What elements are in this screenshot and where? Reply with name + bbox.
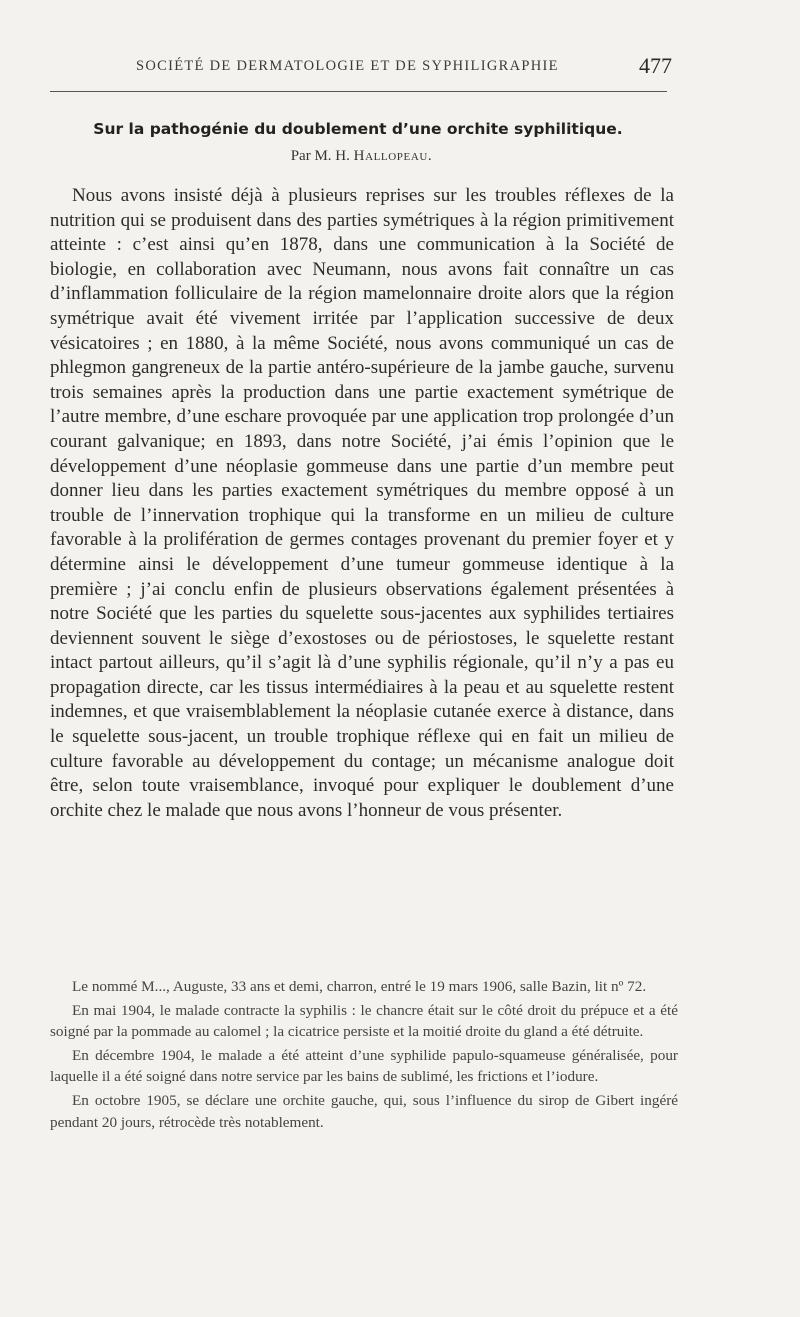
header-rule <box>50 91 667 92</box>
case-paragraph: En décembre 1904, le malade a été atteint d’une syphilide papulo-squameuse généralisée, pour laquelle il a été soigné dans notre service par les bains de sublimé, les frictions et l’iodure. <box>50 1047 678 1086</box>
article-title: Sur la pathogénie du doublement d’une orchite syphilitique. <box>93 120 623 138</box>
case-paragraph: En mai 1904, le malade contracte la syphilis : le chancre était sur le côté droit du prépuce et a été soigné par la pommade au calomel ; la cicatrice persiste et la moitié droite du gland a été détruite. <box>50 1002 678 1041</box>
case-paragraph: Le nommé M..., Auguste, 33 ans et demi, charron, entré le 19 mars 1906, salle Bazin, lit nº 72. <box>72 978 647 995</box>
author-name: Hallopeau. <box>353 148 433 164</box>
body-paragraph: Nous avons insisté déjà à plusieurs reprises sur les troubles réflexes de la nutrition qui se produisent dans des parties symétriques à la région primitivement atteinte : c’est ainsi qu’en 1878, dans une communication à la Société de biologie, en collaboration avec Neumann, nous avons fait connaître un cas d’inflammation folliculaire de la région mamelonnaire droite alors que la région symétrique avait été vivement irritée par l’application successive de deux vésicatoires ; en 1880, à la même Société, nous avons communiqué un cas de phlegmon gangreneux de la partie antéro-supérieure de la jambe gauche, survenu trois semaines après la production dans une partie exactement symétrique de l’autre membre, d’une eschare provoquée par une application trop prolongée d’un courant galvanique; en 1893, dans notre Société, j’ai émis l’opinion que le développement d’une néoplasie gommeuse dans une partie d’un membre peut donner lieu dans les parties exactement symétriques du membre opposé à un trouble de l’innervation trophique qui la transforme en un milieu de culture favorable à la prolifération de germes contages provenant du premier foyer et y détermine ainsi le développement d’une tumeur gommeuse identique à la première ; j’ai conclu enfin de plusieurs observations également présentées à notre Société que les parties du squelette sous-jacentes aux syphilides tertiaires deviennent souvent le siège d’exostoses ou de périostoses, le squelette restant intact partout ailleurs, qu’il s’agit là d’une syphilis régionale, qu’il n’y a pas eu propagation directe, car les tissus intermédiaires à la peau et au squelette restent indemnes, et que vraisemblablement la néoplasie cutanée exerce à distance, dans le squelette sous-jacent, un trouble trophique réflexe qui en fait un milieu de culture favorable au développement du contage; un mécanisme analogue doit être, selon toute vraisemblance, invoqué pour expliquer le doublement d’une orchite chez le malade que nous avons l’honneur de vous présenter. <box>50 185 674 821</box>
page-number: 477 <box>639 53 672 78</box>
case-report <box>50 976 678 1136</box>
byline <box>0 148 723 165</box>
case-paragraph: En octobre 1905, se déclare une orchite gauche, qui, sous l’influence du sirop de Gibert ingéré pendant 20 jours, rétrocède très notablement. <box>50 1092 678 1131</box>
running-head <box>50 53 672 82</box>
journal-title: SOCIÉTÉ DE DERMATOLOGIE ET DE SYPHILIGRAPHIE <box>136 58 559 74</box>
byline-prefix: Par M. H. <box>290 148 350 164</box>
